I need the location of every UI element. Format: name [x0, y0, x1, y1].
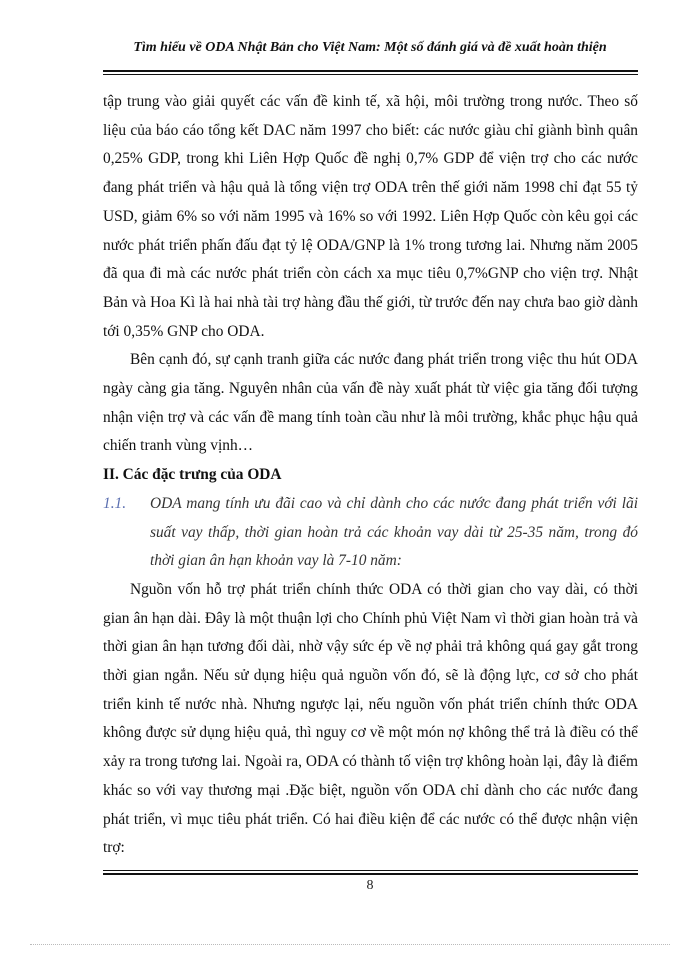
footer-double-rule [103, 870, 638, 875]
page-number: 8 [366, 878, 374, 893]
body-paragraph: Bên cạnh đó, sự cạnh tranh giữa các nước đang phát triển trong việc thu hút ODA ngày càng gia tăng. Nguyên nhân của vấn đề này xuất phát từ việc gia tăng đối tượng nhận viện trợ và các vấn đề mang tính toàn cầu như là môi trường, khắc phục hậu quả chiến tranh vùng vịnh… [103, 351, 638, 455]
subsection-text: ODA mang tính ưu đãi cao và chỉ dành cho các nước đang phát triển với lãi suất vay thấp, thời gian hoàn trả các khoản vay dài từ 25-35 năm, trong đó thời gian ân hạn khoản vay là 7-10 năm: [150, 494, 638, 570]
body-paragraph: tập trung vào giải quyết các vấn đề kinh tế, xã hội, môi trường trong nước. Theo số liệu của báo cáo tổng kết DAC năm 1997 cho biết: các nước giàu chỉ giành bình quân 0,25% GDP, trong khi Liên Hợp Quốc đề nghị 0,7% GDP để viện trợ cho các nước đang phát triển và hậu quả là tổng viện trợ ODA trên thế giới năm 1998 chỉ đạt 55 tỷ USD, giảm 6% so với năm 1995 và 16% so với 1992. Liên Hợp Quốc còn kêu gọi các nước phát triển phấn đấu đạt tỷ lệ ODA/GNP là 1% trong tương lai. Nhưng năm 2005 đã qua đi mà các nước phát triển còn cách xa mục tiêu 0,7%GNP cho viện trợ. Nhật Bản và Hoa Kì là hai nhà tài trợ hàng đầu thế giới, từ trước đến nay chưa bao giờ dành tới 0,35% GNP cho ODA. [103, 93, 638, 340]
page-body [103, 88, 638, 863]
subsection-heading [103, 490, 638, 576]
section-heading: II. Các đặc trưng của ODA [103, 466, 282, 484]
header-double-rule [103, 70, 638, 75]
body-paragraph: Nguồn vốn hỗ trợ phát triển chính thức ODA có thời gian cho vay dài, có thời gian ân hạn dài. Đây là một thuận lợi cho Chính phủ Việt Nam vì thời gian hoàn trả và thời gian ân hạn tương đối dài, nhờ vậy sức ép về nợ phải trả không quá gay gắt trong thời gian ngắn. Nếu sử dụng hiệu quả nguồn vốn đó, sẽ là động lực, cơ sở cho phát triển kinh tế nước nhà. Nhưng ngược lại, nếu nguồn vốn phát triển chính thức ODA không được sử dụng hiệu quả, thì nguy cơ về một món nợ không thể trả là điều có thể xảy ra trong tương lai. Ngoài ra, ODA có thành tố viện trợ không hoàn lại, đây là điểm khác so với vay thương mại .Đặc biệt, nguồn vốn ODA chỉ dành cho các nước đang phát triển, vì mục tiêu phát triển. Có hai điều kiện để các nước có thể được nhận viện trợ: [103, 580, 638, 857]
page-bottom-dotted-line [30, 944, 670, 945]
subsection-number: 1.1. [103, 494, 127, 512]
page-header-title: Tìm hiểu về ODA Nhật Bản cho Việt Nam: Một số đánh giá và đề xuất hoàn thiện [133, 40, 607, 55]
